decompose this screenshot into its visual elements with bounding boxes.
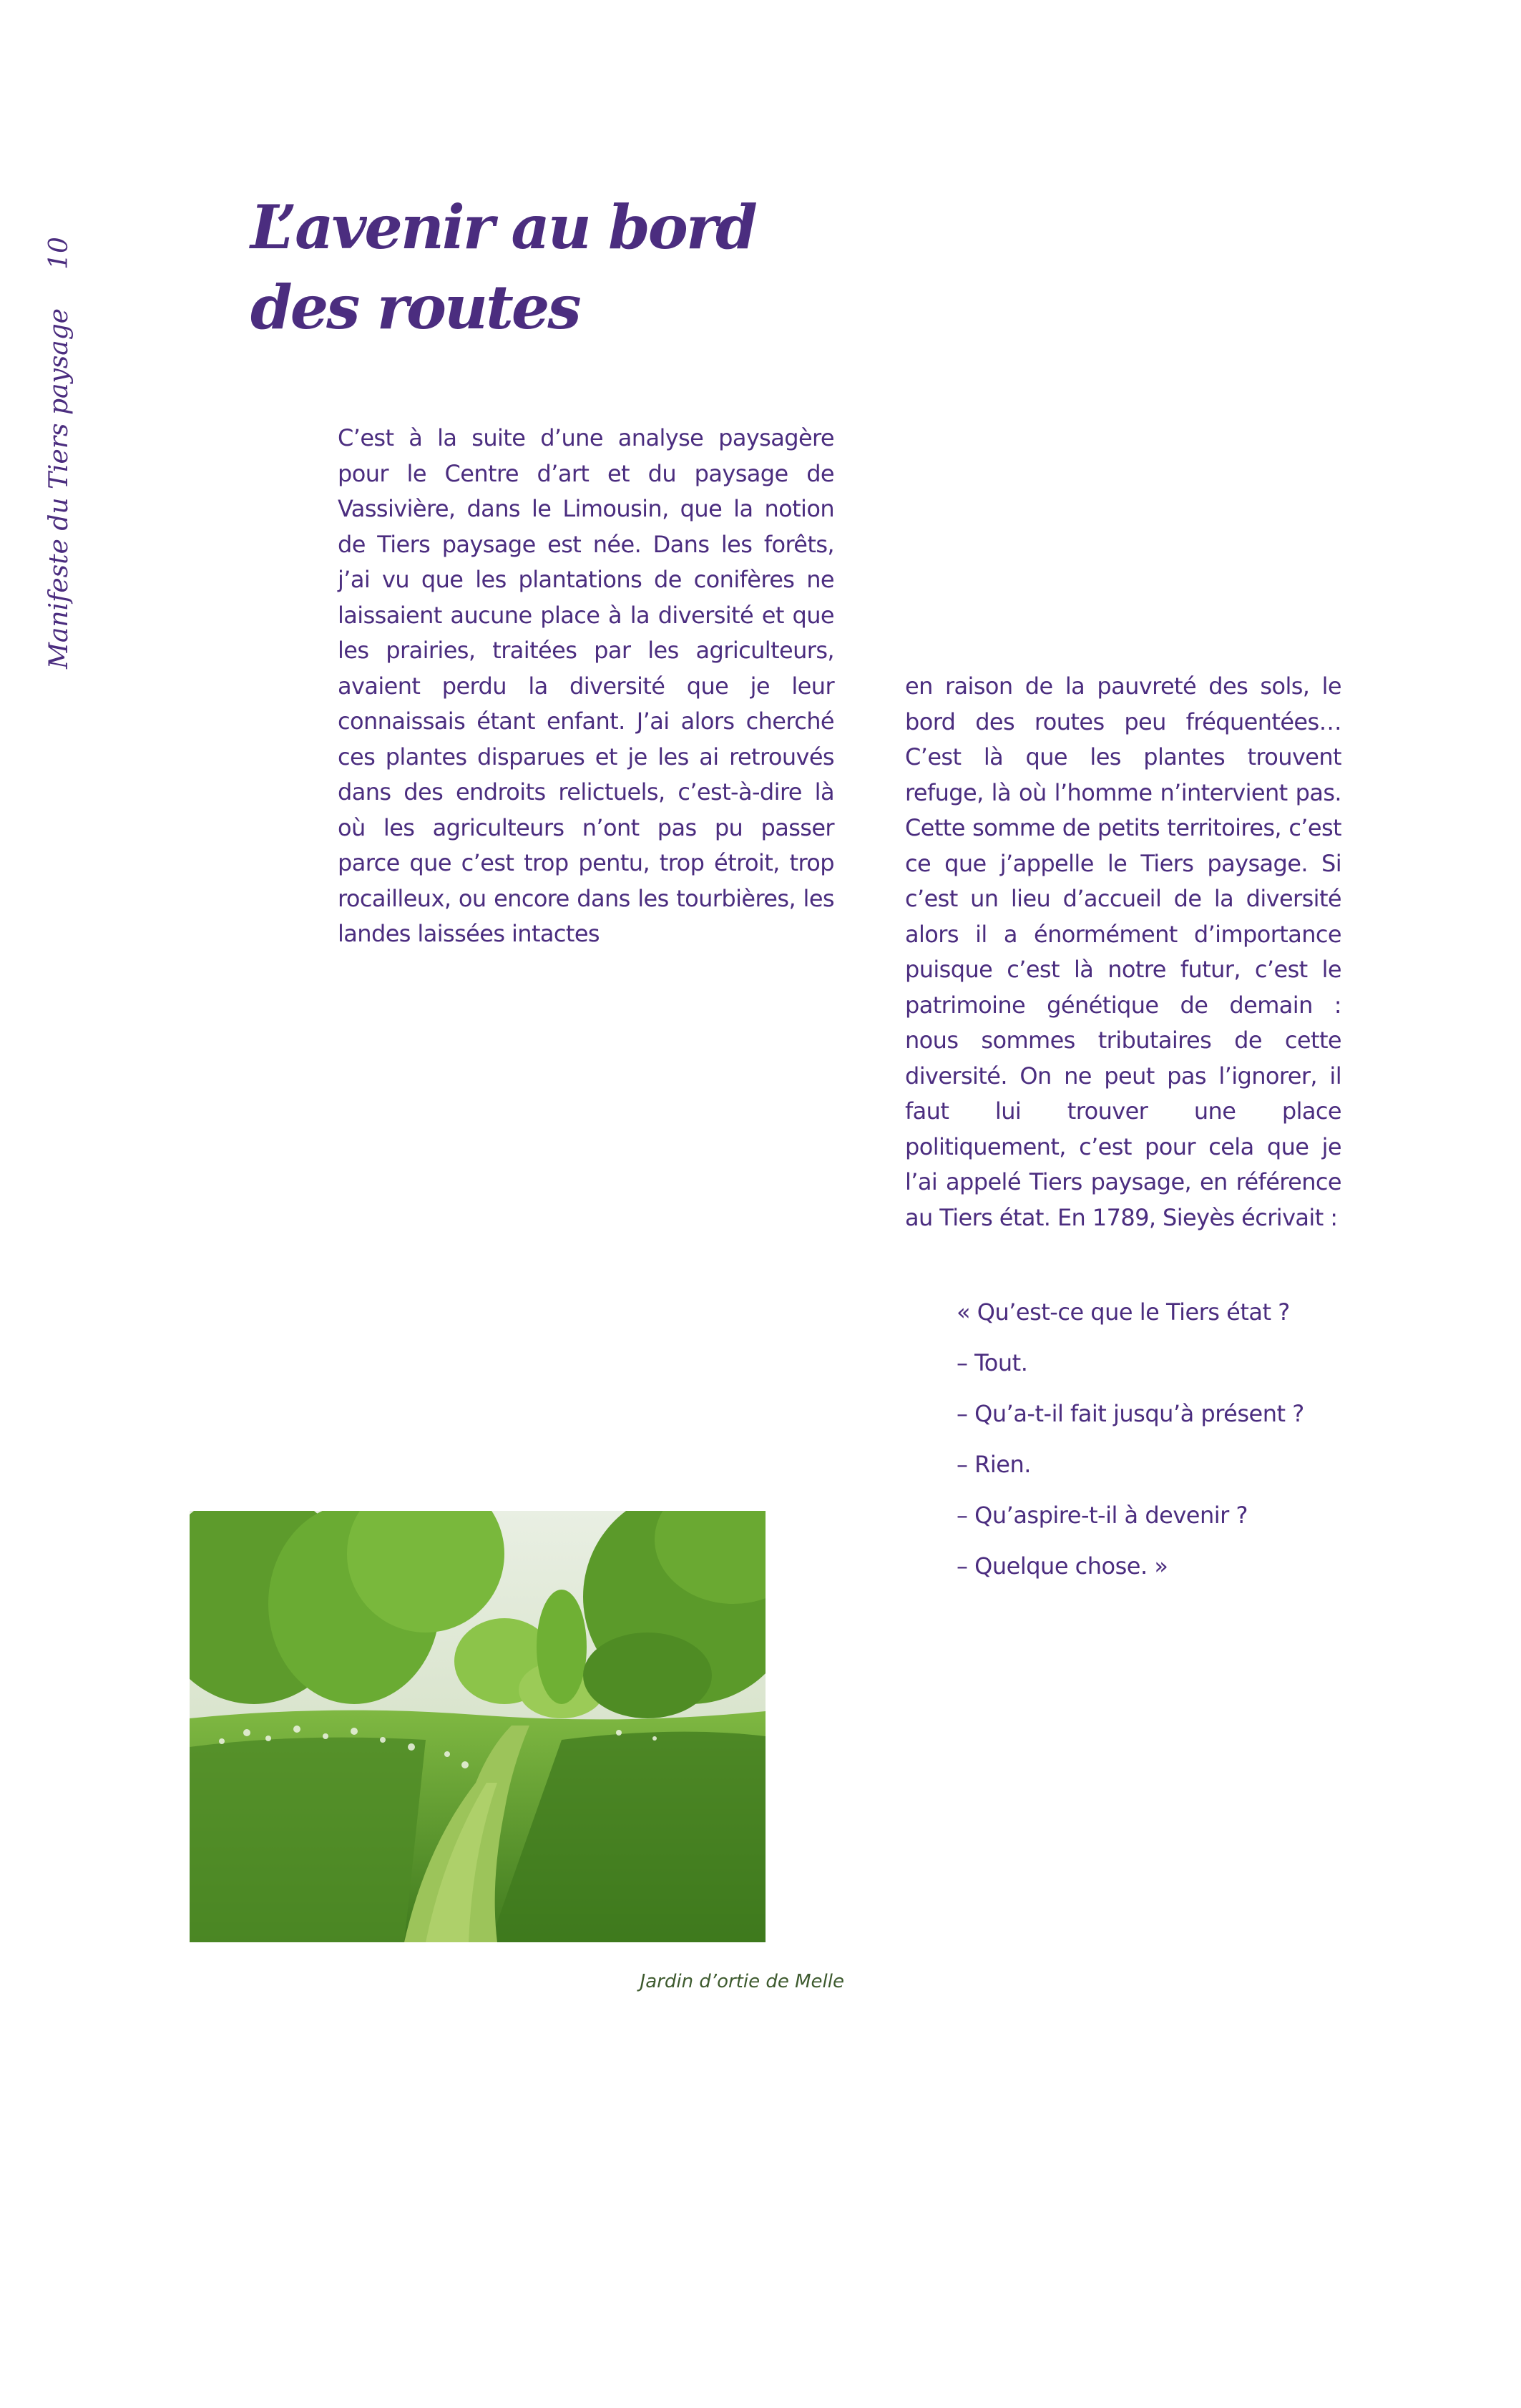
quote-line: « Qu’est-ce que le Tiers état ? (957, 1298, 1290, 1326)
paragraph: C’est à la suite d’une analyse paysagère pour le Centre d’art et du paysage de Vassivière, dans le Limousin, que la notion de Tiers paysage est née. Dans les forêts, j’ai vu que les plantations de conifères ne laissaient aucune place à la diversité et que les prairies, traitées par les agriculteurs, avaient perdu la diversité que je leur connaissais étant enfant. J’ai alors cherché ces plantes disparues et je les ai retrouvés dans des endroits relictuels, c’est-à-dire là où les agriculteurs n’ont pas pu passer parce que c’est trop pentu, trop étroit, trop rocailleux, ou encore dans les tourbières, les landes laissées intactes (338, 424, 834, 947)
meadow-photo-image (190, 1511, 766, 1942)
quote-line: – Qu’aspire-t-il à devenir ? (957, 1502, 1248, 1529)
title-line-2: des routes (250, 272, 579, 343)
meadow-photo (190, 1511, 766, 1942)
title-line-1: L’avenir au bord (250, 192, 755, 263)
page-number: 10 (44, 237, 74, 270)
paragraph: en raison de la pauvreté des sols, le bord des routes peu fréquentées… C’est là que les plantes trouvent refuge, là où l’homme n’intervient pas. Cette somme de petits territoires, c’est ce que j’appelle le Tiers paysage. Si c’est un lieu d’accueil de la diversité alors il a énormément d’importance puisque c’est là notre futur, c’est le patrimoine génétique de demain : nous sommes tributaires de cette diversité. On ne peut pas l’ignorer, il faut lui trouver une place politiquement, c’est pour cela que je l’ai appelé Tiers paysage, en référence au Tiers état. En 1789, Sieyès écrivait : (905, 672, 1341, 1231)
body-column-left (338, 421, 834, 952)
running-head (41, 237, 77, 669)
figure-caption: Jardin d’ortie de Melle (640, 1971, 844, 1992)
body-column-right (905, 669, 1341, 1235)
quote-line: – Rien. (957, 1451, 1031, 1478)
quote-line: – Tout. (957, 1349, 1028, 1376)
quote-line: – Qu’a-t-il fait jusqu’à présent ? (957, 1400, 1304, 1427)
page-title (250, 187, 894, 348)
sieyes-quote (957, 1295, 1357, 1600)
running-head-title: Manifeste du Tiers paysage (44, 308, 74, 669)
quote-line: – Quelque chose. » (957, 1552, 1168, 1580)
